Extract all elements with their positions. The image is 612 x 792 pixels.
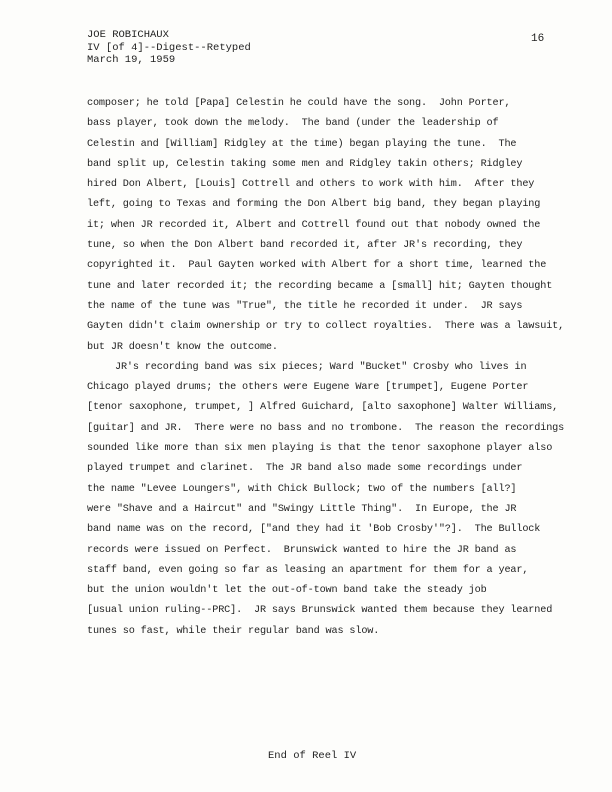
text-line: [usual union ruling--PRC]. JR says Brunswick wanted them because they learned	[87, 605, 553, 617]
text-line: Celestin and [William] Ridgley at the time) began playing the tune. The	[87, 138, 517, 150]
text-line: [tenor saxophone, trumpet, ] Alfred Guichard, [alto saxophone] Walter Williams,	[87, 402, 559, 414]
text-line: were "Shave and a Haircut" and "Swingy Little Thing". In Europe, the JR	[87, 503, 517, 515]
text-line: [guitar] and JR. There were no bass and no trombone. The reason the recordings	[87, 422, 565, 434]
text-line: sounded like more than six men playing is that the tenor saxophone player also	[87, 443, 553, 455]
text-line: left, going to Texas and forming the Don Albert big band, they began playing	[87, 199, 541, 211]
text-line: tune, so when the Don Albert band recorded it, after JR's recording, they	[87, 240, 523, 252]
text-line: played trumpet and clarinet. The JR band also made some recordings under	[87, 463, 523, 475]
text-line: but JR doesn't know the outcome.	[87, 341, 278, 353]
text-line: records were issued on Perfect. Brunswick wanted to hire the JR band as	[87, 544, 517, 556]
text-line: JR's recording band was six pieces; Ward "Bucket" Crosby who lives in	[115, 361, 527, 373]
header-reel: IV [of 4]--Digest--Retyped	[87, 41, 251, 54]
text-line: the name "Levee Loungers", with Chick Bullock; two of the numbers [all?]	[87, 483, 517, 495]
text-line: Chicago played drums; the others were Eugene Ware [trumpet], Eugene Porter	[87, 382, 529, 394]
text-line: but the union wouldn't let the out-of-town band take the steady job	[87, 585, 487, 597]
end-of-reel-note: End of Reel IV	[268, 750, 357, 762]
header-date: March 19, 1959	[87, 54, 176, 66]
header-name: JOE ROBICHAUX	[87, 29, 169, 41]
text-line: tunes so fast, while their regular band was slow.	[87, 625, 380, 637]
page-number: 16	[531, 33, 545, 45]
text-line: band split up, Celestin taking some men and Ridgley takin others; Ridgley	[87, 158, 523, 170]
text-line: it; when JR recorded it, Albert and Cottrell found out that nobody owned the	[87, 219, 541, 231]
text-line: Gayten didn't claim ownership or try to collect royalties. There was a lawsuit,	[87, 321, 565, 333]
text-line: staff band, even going so far as leasing an apartment for them for a year,	[87, 564, 529, 576]
text-line: composer; he told [Papa] Celestin he could have the song. John Porter,	[87, 98, 511, 109]
text-line: hired Don Albert, [Louis] Cottrell and others to work with him. After they	[87, 179, 535, 191]
body-text	[87, 94, 565, 642]
document-header	[87, 29, 251, 67]
text-line: copyrighted it. Paul Gayten worked with Albert for a short time, learned the	[87, 260, 547, 272]
text-line: the name of the tune was "True", the title he recorded it under. JR says	[87, 300, 523, 312]
text-line: tune and later recorded it; the recording became a [small] hit; Gayten thought	[87, 280, 553, 292]
text-line: bass player, took down the melody. The band (under the leadership of	[87, 118, 499, 130]
text-line: band name was on the record, ["and they had it 'Bob Crosby'"?]. The Bullock	[87, 524, 541, 536]
